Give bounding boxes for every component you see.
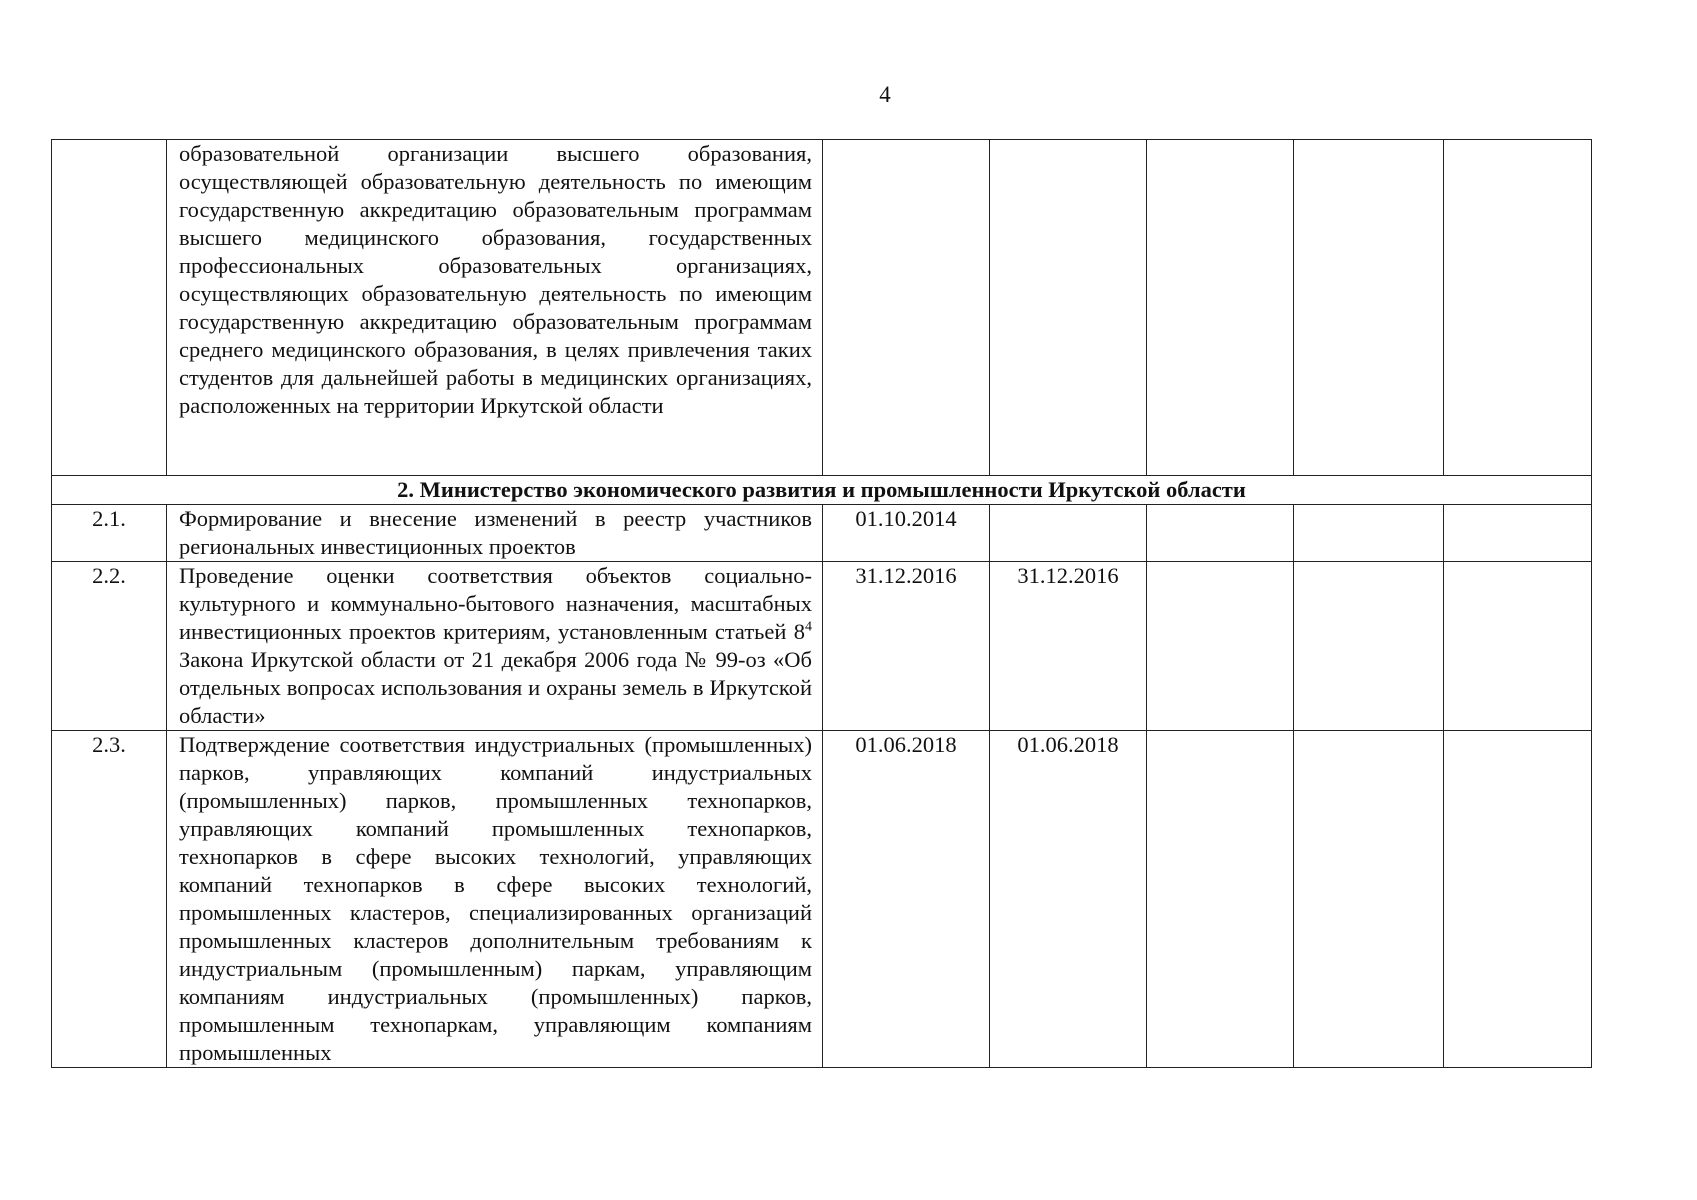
row-description-cell: Формирование и внесение изменений в реестр участников региональных инвестиционных проектов: [167, 505, 823, 562]
empty-cell: [1444, 140, 1592, 476]
empty-cell: [1444, 731, 1592, 1068]
empty-cell: [1294, 140, 1444, 476]
empty-cell: [1294, 562, 1444, 731]
row-description-cell: [167, 562, 823, 731]
empty-cell: [1444, 505, 1592, 562]
empty-cell: [1147, 505, 1294, 562]
row-number-cell: 2.2.: [52, 562, 167, 731]
page-number: 4: [879, 82, 891, 107]
start-date-cell: 01.10.2014: [823, 505, 990, 562]
empty-cell: [1294, 505, 1444, 562]
description-text-part: Закона Иркутской области от 21 декабря 2006 года № 99-оз «Об отдельных вопросах использования и охраны земель в Иркутской области»: [179, 647, 812, 728]
row-number-cell: 2.3.: [52, 731, 167, 1068]
table-row: [52, 562, 1592, 731]
section-header-row: [52, 476, 1592, 505]
empty-cell: [1444, 562, 1592, 731]
empty-cell: [823, 140, 990, 476]
end-date-cell: [990, 505, 1147, 562]
row-number-cell: [52, 140, 167, 476]
table-row: [52, 505, 1592, 562]
empty-cell: [990, 140, 1147, 476]
empty-cell: [1147, 140, 1294, 476]
start-date-cell: 01.06.2018: [823, 731, 990, 1068]
table-row: [52, 731, 1592, 1068]
table-row: [52, 140, 1592, 476]
row-number-cell: 2.1.: [52, 505, 167, 562]
empty-cell: [1147, 731, 1294, 1068]
superscript-article-index: 4: [805, 619, 812, 635]
end-date-cell: 01.06.2018: [990, 731, 1147, 1068]
row-description-cell: образовательной организации высшего образования, осуществляющей образовательную деятельность по имеющим государственную аккредитацию образовательным программам высшего медицинского образования, государственных профессиональных образовательных организациях, осуществляющих образовательную деятельность по имеющим государственную аккредитацию образовательным программам среднего медицинского образования, в целях привлечения таких студентов для дальнейшей работы в медицинских организациях, расположенных на территории Иркутской области: [167, 140, 823, 476]
row-description-cell: Подтверждение соответствия индустриальных (промышленных) парков, управляющих компаний индустриальных (промышленных) парков, промышленных технопарков, управляющих компаний промышленных технопарков, технопарков в сфере высоких технологий, управляющих компаний технопарков в сфере высоких технологий, промышленных кластеров, специализированных организаций промышленных кластеров дополнительным требованиям к индустриальным (промышленным) паркам, управляющим компаниям индустриальных (промышленных) парков, промышленным технопаркам, управляющим компаниям промышленных: [167, 731, 823, 1068]
section-title: 2. Министерство экономического развития и промышленности Иркутской области: [52, 476, 1592, 505]
description-text-part: Проведение оценки соответствия объектов социально-культурного и коммунально-бытового назначения, масштабных инвестиционных проектов критериям, установленным статьей 8: [179, 563, 812, 644]
start-date-cell: 31.12.2016: [823, 562, 990, 731]
empty-cell: [1294, 731, 1444, 1068]
end-date-cell: 31.12.2016: [990, 562, 1147, 731]
document-table: [51, 139, 1592, 1068]
empty-cell: [1147, 562, 1294, 731]
